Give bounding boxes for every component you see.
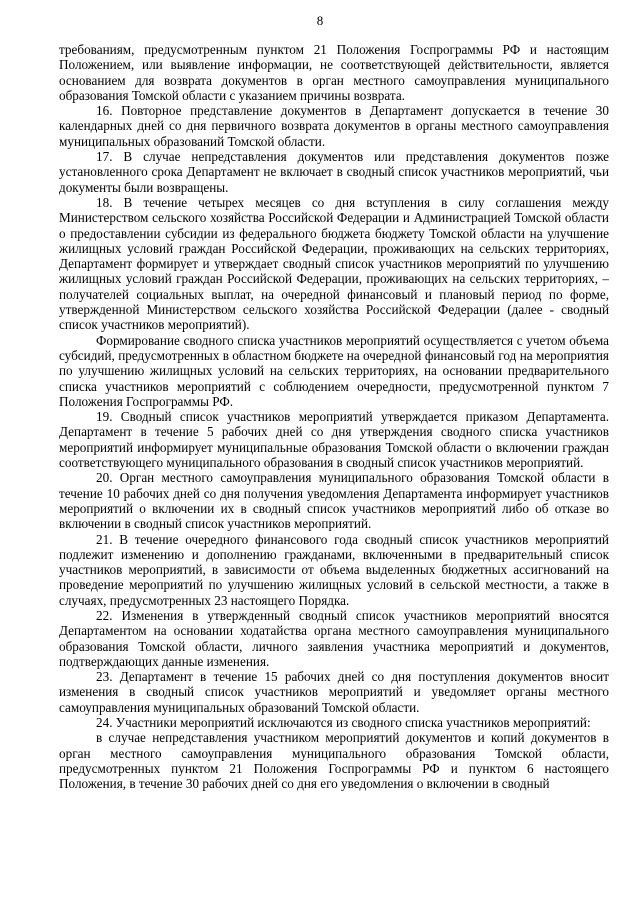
paragraph-23: 23. Департамент в течение 15 рабочих дней со дня поступления документов вносит изменения в сводный список участников мероприятий и уведомляет органы местного самоуправления муниципальных образований Томской области. (59, 669, 609, 715)
paragraph-17: 17. В случае непредставления документов или представления документов позже установленного срока Департамент не включает в сводный список участников мероприятий, чьи документы были возвращены. (59, 149, 609, 195)
paragraph-24-item: в случае непредставления участником мероприятий документов и копий документов в орган местного самоуправления муниципального образования Томской области, предусмотренных пунктом 21 Положения Госпрограммы РФ и пунктом 6 настоящего Положения, в течение 30 рабочих дней со дня его уведомления о включении в сводный (59, 730, 609, 792)
paragraph-18: 18. В течение четырех месяцев со дня вступления в силу соглашения между Министерством сельского хозяйства Российской Федерации и Администрацией Томской области о предоставлении субсидии из федерального бюджета бюджету Томской области на улучшение жилищных условий граждан Российской Федерации, проживающих на сельских территориях, Департамент формирует и утверждает сводный список участников мероприятий по улучшению жилищных условий граждан Российской Федерации, проживающих на сельских территориях, – получателей социальных выплат, на очередной финансовый и плановый период по форме, утвержденной Министерством сельского хозяйства Российской Федерации (далее - сводный список участников мероприятий). (59, 194, 609, 333)
paragraph-19: 19. Сводный список участников мероприятий утверждается приказом Департамента. Департамент в течение 5 рабочих дней со дня утверждения сводного списка участников мероприятий информирует муниципальные образования Томской области о включении граждан соответствующего муниципального образования в сводный список участников мероприятий. (59, 409, 609, 471)
paragraph-16: 16. Повторное представление документов в Департамент допускается в течение 30 календарных дней со дня первичного возврата документов в органы местного самоуправления муниципальных образований Томской области. (59, 103, 609, 149)
paragraph-24: 24. Участники мероприятий исключаются из сводного списка участников мероприятий: (96, 715, 591, 731)
paragraph-20: 20. Орган местного самоуправления муниципального образования Томской области в течение 10 рабочих дней со дня получения уведомления Департамента информирует участников мероприятий о включении их в сводный список участников мероприятий либо об отказе во включении в сводный список участников мероприятий. (59, 470, 609, 532)
document-body (59, 42, 609, 792)
paragraph-continuation: требованиям, предусмотренным пунктом 21 Положения Госпрограммы РФ и настоящим Положением, или выявление информации, не соответствующей действительности, является основанием для возврата документов в орган местного самоуправления муниципального образования Томской области с указанием причины возврата. (59, 42, 609, 103)
page-number: 8 (316, 13, 324, 28)
paragraph-18-formation: Формирование сводного списка участников мероприятий осуществляется с учетом объема субсидий, предусмотренных в областном бюджете на очередной финансовый год на мероприятия по улучшению жилищных условий на сельских территориях, на основании предварительного списка участников мероприятий с соблюдением очередности, предусмотренной пунктом 7 Положения Госпрограммы РФ. (59, 332, 609, 409)
paragraph-21: 21. В течение очередного финансового года сводный список участников мероприятий подлежит изменению и дополнению гражданами, включенными в предварительный список участников мероприятий, в зависимости от объема выделенных бюджетных ассигнований на проведение мероприятий по улучшению жилищных условий в сельской местности, а также в случаях, предусмотренных 23 настоящего Порядка. (59, 531, 609, 608)
paragraph-22: 22. Изменения в утвержденный сводный список участников мероприятий вносятся Департаментом на основании ходатайства органа местного самоуправления муниципального образования Томской области, личного заявления участника мероприятий и документов, подтверждающих данные изменения. (59, 607, 609, 669)
